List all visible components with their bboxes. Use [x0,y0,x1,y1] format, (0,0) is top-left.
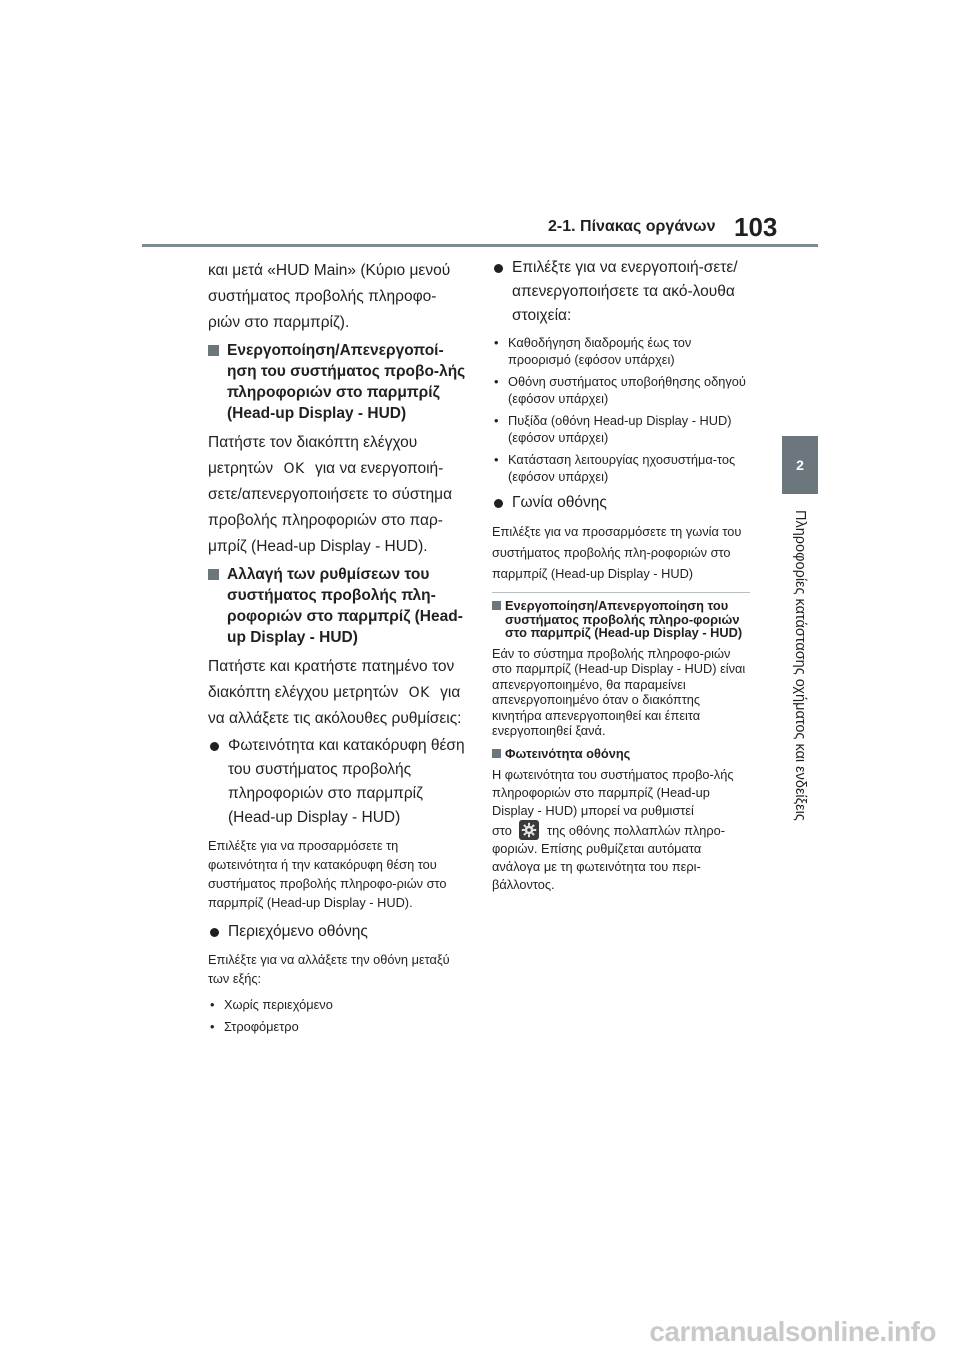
content-options-list [208,996,468,1035]
heading-text: Αλλαγή των ρυθμίσεων του συστήματος προβολής πλη-ροφοριών στο παρμπρίζ (Head-up Display - HUD) [227,566,463,646]
list-item-text: Στροφόμετρο [224,1019,299,1034]
item-title: Περιεχόμενο οθόνης [228,923,368,940]
list-item: • Στροφόμετρο [210,1019,299,1034]
elements-list [492,334,752,485]
paragraph-text: Πατήστε και κρατήστε πατημένο τον διακόπτη ελέγχου μετρητών [208,658,455,701]
list-item-text: Κατάσταση λειτουργίας ηχοσυστήμα-τος (εφόσον υπάρχει) [508,452,736,484]
note-heading-toggle [492,599,752,640]
item-description: Επιλέξτε για να προσαρμόσετε τη φωτεινότητα ή την κατακόρυφη θέση του συστήματος προβολής πληροφο-ριών στο παρμπρίζ (Head-up Display - HUD). [208,838,447,910]
watermark: carmanualsonline.info [649,1316,936,1347]
item-title: Επιλέξτε για να ενεργοποιή-σετε/απενεργοποιήσετε τα ακό-λουθα στοιχεία: [512,259,738,324]
right-column [492,258,752,902]
round-bullet-icon [210,742,219,751]
ok-switch-icon: OK [283,461,305,477]
list-item-text: Καθοδήγηση διαδρομής έως τον προορισμό (εφόσον υπάρχει) [508,335,692,367]
heading-change-settings [208,564,468,648]
note-text-part: Η φωτεινότητα του συστήματος προβο-λής πληροφοριών στο παρμπρίζ (Head-up Display - HUD) μπορεί να ρυθμιστεί [492,767,734,818]
list-item: • Πυξίδα (οθόνη Head-up Display - HUD) (εφόσον υπάρχει) [492,412,752,446]
square-bullet-icon [492,749,501,758]
list-item-text: Πυξίδα (οθόνη Head-up Display - HUD) (εφόσον υπάρχει) [508,413,732,445]
list-item: • Καθοδήγηση διαδρομής έως τον προορισμό (εφόσον υπάρχει) [492,334,752,368]
paragraph-text: για να αλλάξετε τις ακόλουθες ρυθμίσεις: [208,684,462,727]
item-enable-elements [492,256,752,328]
square-bullet-icon [208,569,219,580]
list-item: • Χωρίς περιεχόμενο [210,997,333,1012]
intro-paragraph: και μετά «HUD Main» (Κύριο μενού συστήματος προβολής πληροφο-ριών στο παρμπρίζ). [208,262,451,331]
paragraph-toggle-hud [208,430,468,560]
note-heading-brightness [492,747,752,761]
note-title: Φωτεινότητα οθόνης [505,745,631,761]
item-description: Επιλέξτε για να αλλάξετε την οθόνη μεταξύ των εξής: [208,952,450,986]
settings-gear-icon [519,820,539,840]
round-bullet-icon [494,264,503,273]
square-bullet-icon [208,345,219,356]
note-text [492,766,752,894]
square-bullet-icon [492,601,501,610]
notes-divider [492,592,750,593]
round-bullet-icon [210,928,219,937]
heading-toggle-hud [208,340,468,424]
chapter-tab: 2 [782,436,818,494]
item-brightness-position [208,734,468,830]
paragraph-text: Πατήστε τον διακόπτη ελέγχου μετρητών [208,434,418,477]
note-title: Ενεργοποίηση/Απενεργοποίηση του συστήματος προβολής πληρο-φοριών στο παρμπρίζ (Head-up Display - HUD) [505,598,743,640]
chapter-side-title [771,510,829,840]
item-display-content [208,920,468,944]
list-item-text: Οθόνη συστήματος υποβοήθησης οδηγού (εφόσον υπάρχει) [508,374,746,406]
item-title: Φωτεινότητα και κατακόρυφη θέση του συστήματος προβολής πληροφοριών στο παρμπρίζ (Head-up Display - HUD) [228,737,465,826]
note-text-part: στο [492,823,512,838]
round-bullet-icon [494,499,503,508]
list-item: • Οθόνη συστήματος υποβοήθησης οδηγού (εφόσον υπάρχει) [492,373,752,407]
list-item: • Κατάσταση λειτουργίας ηχοσυστήμα-τος (εφόσον υπάρχει) [492,451,752,485]
paragraph-change-settings [208,654,468,732]
heading-text: Ενεργοποίηση/Απενεργοποί-ηση του συστήματος προβο-λής πληροφοριών στο παρμπρίζ (Head-up Display - HUD) [227,342,466,422]
left-column [208,258,468,1041]
item-description: Επιλέξτε για να προσαρμόσετε τη γωνία του συστήματος προβολής πλη-ροφοριών στο παρμπρίζ (Head-up Display - HUD) [492,524,742,581]
item-title: Γωνία οθόνης [512,494,607,511]
note-text: Εάν το σύστημα προβολής πληροφο-ριών στο παρμπρίζ (Head-up Display - HUD) είναι απενεργοποιημένο, θα παραμείνει απενεργοποιημένο όταν ο διακόπτης κινητήρα απενεργοποιηθεί και έπειτα ενεργοποιηθεί ξανά. [492,645,746,738]
section-title: 2-1. Πίνακας οργάνων [548,218,716,235]
header-rule [142,244,818,247]
page-number: 103 [734,212,778,242]
paragraph-text: για να ενεργοποιή-σετε/απενεργοποιήσετε το σύστημα προβολής πληροφοριών στο παρ-μπρίζ (Head-up Display - HUD). [208,460,453,555]
list-item-text: Χωρίς περιεχόμενο [224,997,333,1012]
note-text-part: της οθόνης πολλαπλών πληρο-φοριών. Επίσης ρυθμίζεται αυτόματα ανάλογα με τη φωτεινότητα του περι-βάλλοντος. [492,823,726,892]
ok-switch-icon: OK [408,685,430,701]
chapter-side-title-text: Πληροφορίες κατάστασης οχήματος και ενδείξεις [792,510,808,821]
item-display-angle [492,491,752,515]
